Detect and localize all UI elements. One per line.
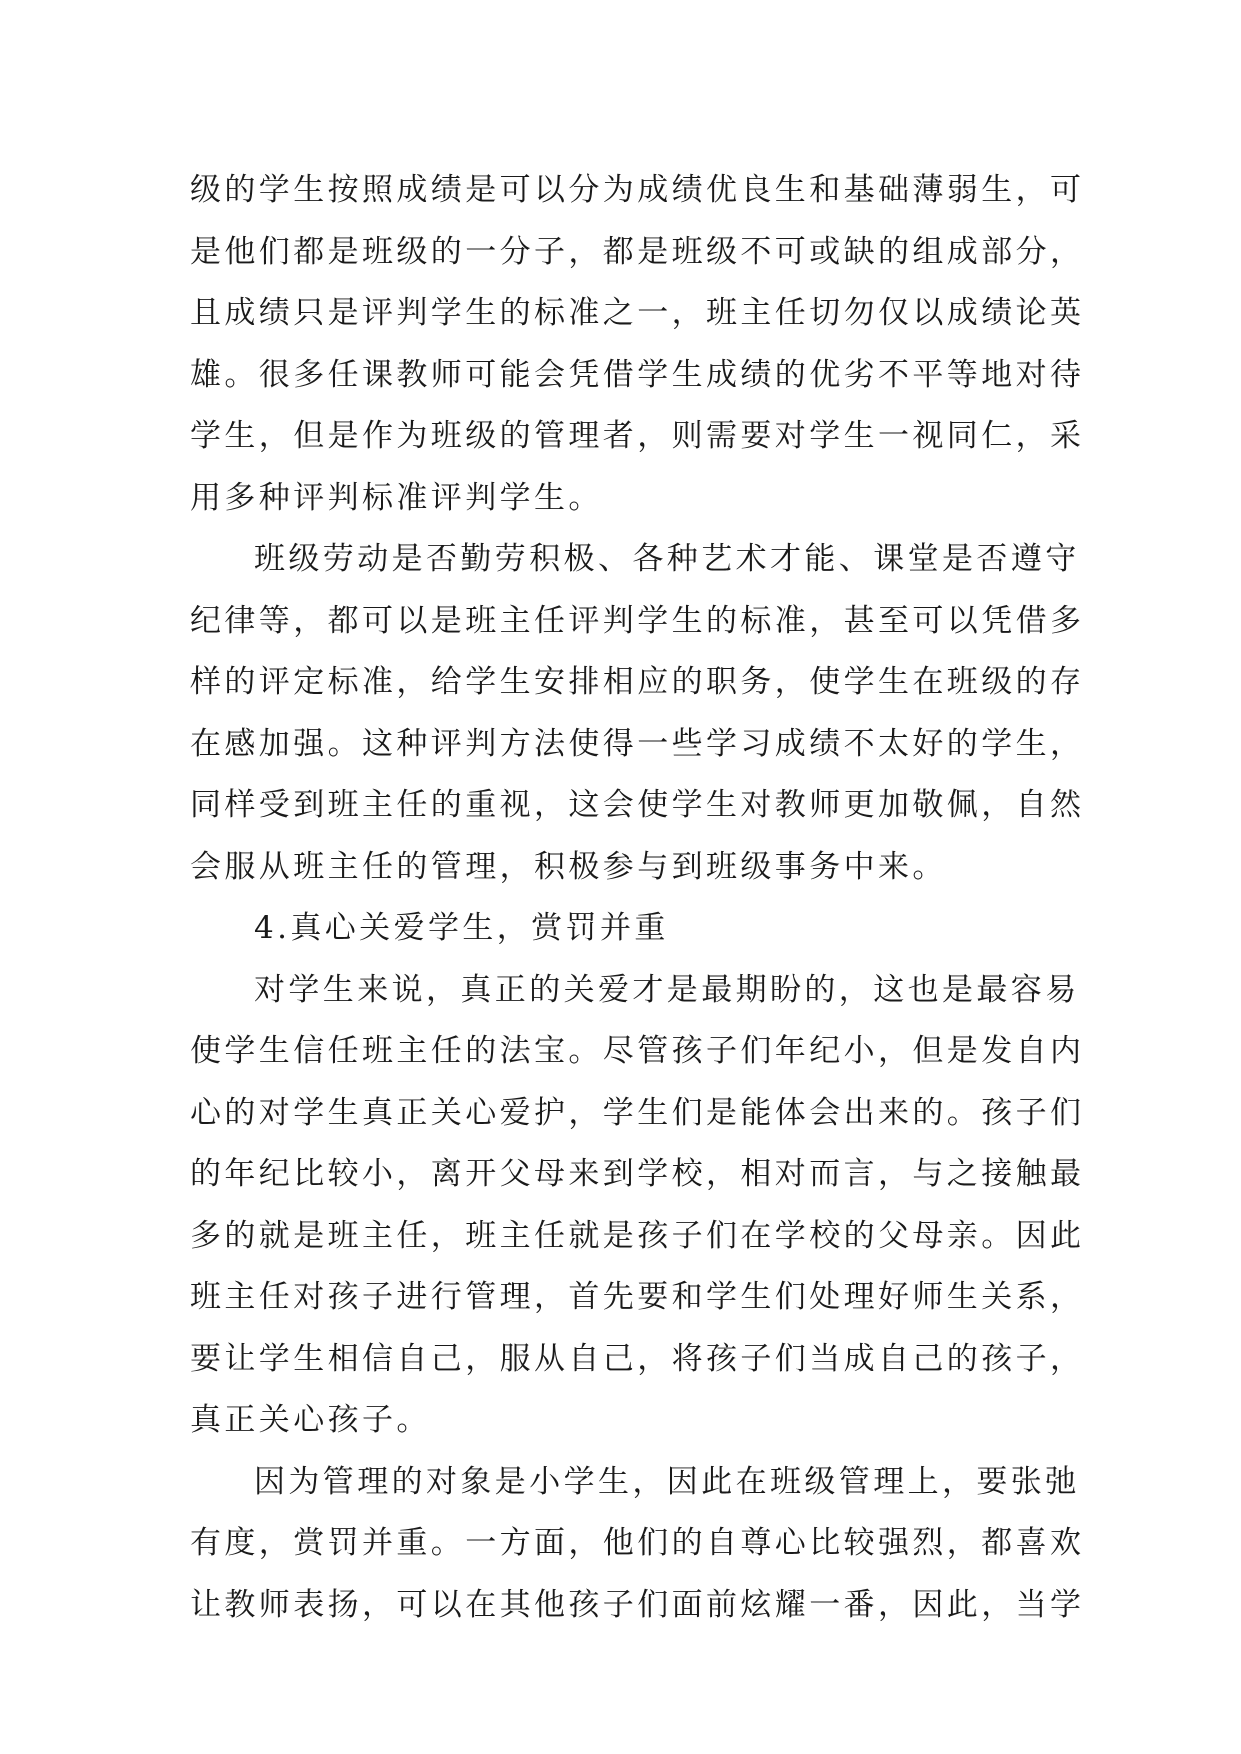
paragraph-start-line: 对学生来说，真正的关爱才是最期盼的，这也是最容易 <box>254 971 1080 1008</box>
paragraph-start-line: 班级劳动是否勤劳积极、各种艺术才能、课堂是否遵守 <box>254 541 1080 577</box>
text-line: 多的就是班主任，班主任就是孩子们在学校的父母亲。因此 <box>190 1217 1085 1254</box>
text-line: 且成绩只是评判学生的标准之一，班主任切勿仅以成绩论英 <box>190 295 1085 331</box>
text-line: 纪律等，都可以是班主任评判学生的标准，甚至可以凭借多 <box>190 602 1085 639</box>
text-line: 学生，但是作为班级的管理者，则需要对学生一视同仁，采 <box>190 418 1085 454</box>
text-line: 有度，赏罚并重。一方面，他们的自尊心比较强烈，都喜欢 <box>190 1525 1085 1561</box>
text-line: 在感加强。这种评判方法使得一些学习成绩不太好的学生， <box>190 725 1085 762</box>
text-line: 级的学生按照成绩是可以分为成绩优良生和基础薄弱生，可 <box>190 172 1085 208</box>
section-heading: 4.真心关爱学生，赏罚并重 <box>254 910 669 946</box>
text-line: 用多种评判标准评判学生。 <box>190 479 603 516</box>
text-line: 心的对学生真正关心爱护，学生们是能体会出来的。孩子们 <box>190 1094 1085 1131</box>
text-line: 真正关心孩子。 <box>190 1402 431 1438</box>
text-line: 的年纪比较小，离开父母来到学校，相对而言，与之接触最 <box>190 1156 1085 1192</box>
paragraph-start-line: 因为管理的对象是小学生，因此在班级管理上，要张弛 <box>254 1463 1080 1500</box>
body-text <box>190 160 1085 1636</box>
text-line: 让教师表扬，可以在其他孩子们面前炫耀一番，因此，当学 <box>190 1586 1085 1623</box>
text-line: 同样受到班主任的重视，这会使学生对教师更加敬佩，自然 <box>190 787 1085 823</box>
text-line: 是他们都是班级的一分子，都是班级不可或缺的组成部分， <box>190 233 1085 270</box>
text-line: 班主任对孩子进行管理，首先要和学生们处理好师生关系， <box>190 1279 1085 1315</box>
text-line: 使学生信任班主任的法宝。尽管孩子们年纪小，但是发自内 <box>190 1033 1085 1069</box>
text-line: 要让学生相信自己，服从自己，将孩子们当成自己的孩子， <box>190 1340 1085 1377</box>
text-line: 样的评定标准，给学生安排相应的职务，使学生在班级的存 <box>190 664 1085 700</box>
text-line: 会服从班主任的管理，积极参与到班级事务中来。 <box>190 848 947 885</box>
text-line: 雄。很多任课教师可能会凭借学生成绩的优劣不平等地对待 <box>190 356 1085 393</box>
